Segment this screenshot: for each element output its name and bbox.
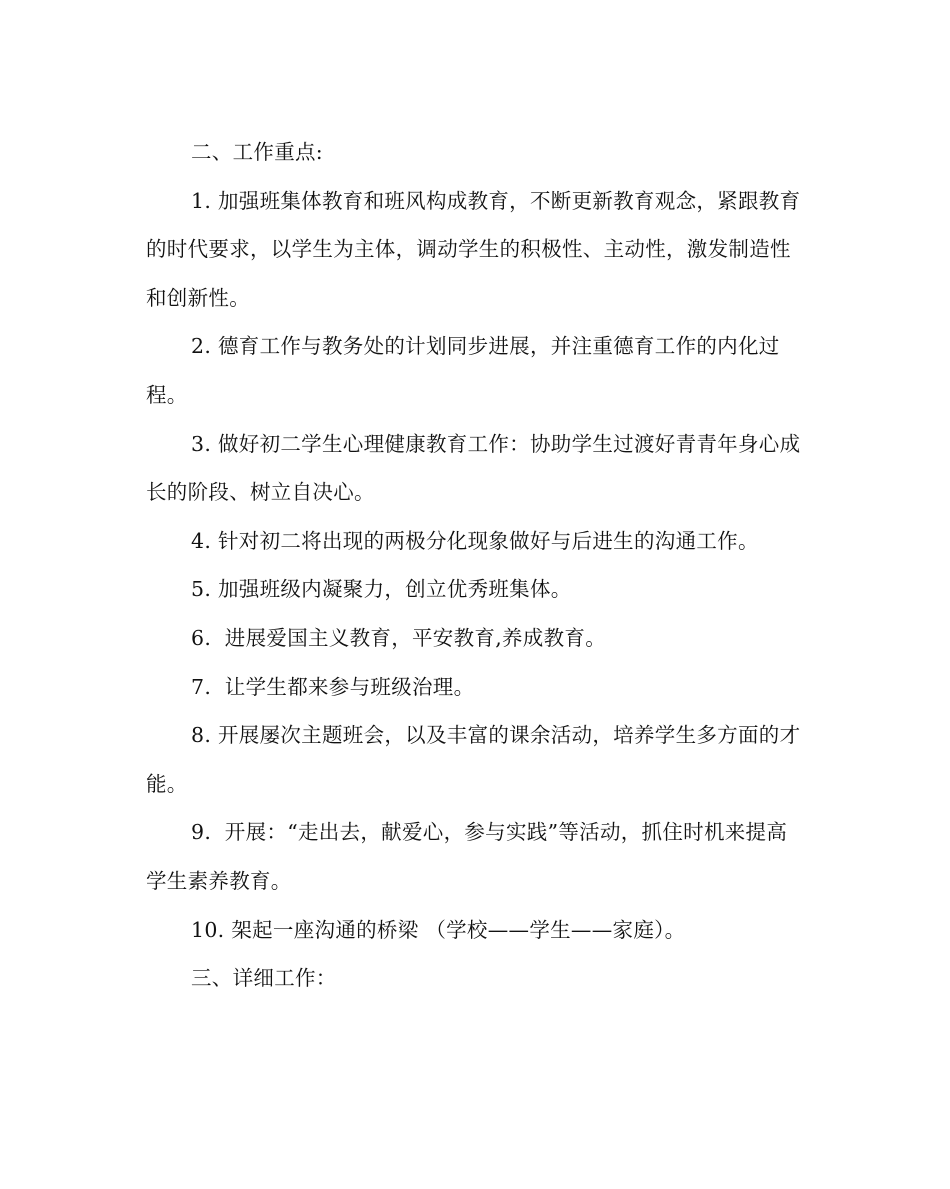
- list-item-4: 4. 针对初二将出现的两极分化现象做好与后进生的沟通工作。: [191, 528, 759, 553]
- list-item-10: 10. 架起一座沟通的桥梁 （学校——学生——家庭）。: [191, 917, 686, 942]
- list-item-7: 7. 让学生都来参与班级治理。: [191, 674, 475, 699]
- document-body: [146, 128, 806, 1003]
- list-item-1: 1. 加强班集体教育和班风构成教育，不断更新教育观念，紧跟教育的时代要求，以学生为主体，调动学生的积极性、主动性，激发制造性和创新性。: [146, 188, 801, 310]
- list-item-2: 2. 德育工作与教务处的计划同步进展，并注重德育工作的内化过程。: [146, 334, 780, 407]
- list-item-9: 9. 开展：“走出去，献爱心，参与实践”等活动，抓住时机来提高学生素养教育。: [146, 820, 788, 893]
- list-item-3: 3. 做好初二学生心理健康教育工作：协助学生过渡好青青年身心成长的阶段、树立自决心。: [146, 431, 801, 505]
- list-item-8: 8. 开展屡次主题班会，以及丰富的课余活动，培养学生多方面的才能。: [146, 723, 801, 796]
- list-item-5: 5. 加强班级内凝聚力，创立优秀班集体。: [191, 577, 572, 602]
- list-item-6: 6. 进展爱国主义教育，平安教育,养成教育。: [191, 625, 607, 650]
- section-heading-detailed-work: 三、详细工作：: [191, 966, 337, 991]
- section-heading-work-focus: 二、工作重点:: [191, 140, 324, 164]
